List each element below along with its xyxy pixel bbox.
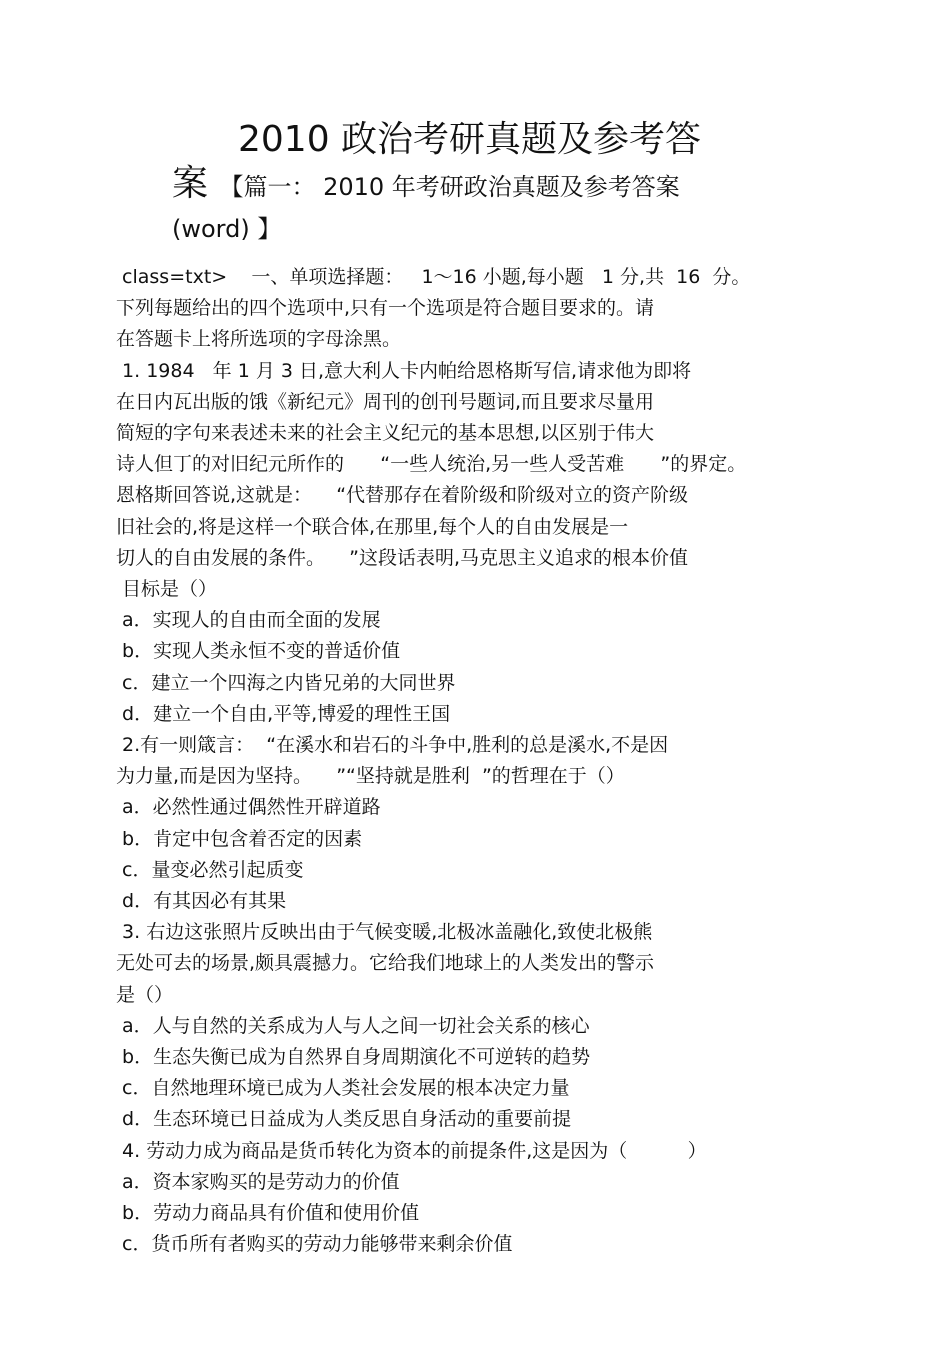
- body-line: a．必然性通过偶然性开辟道路: [116, 796, 381, 819]
- body-line: 诗人但丁的对旧纪元所作的 “一些人统治,另一些人受苦难 ”的界定。: [116, 453, 747, 476]
- body-line: 3. 右边这张照片反映出由于气候变暖,北极冰盖融化,致使北极熊: [116, 921, 653, 944]
- body-line: 2.有一则箴言： “在溪水和岩石的斗争中,胜利的总是溪水,不是因: [116, 734, 669, 757]
- body-line: 4. 劳动力成为商品是货币转化为资本的前提条件,这是因为（ ）: [116, 1139, 707, 1162]
- title-line-2-char: 案: [172, 163, 209, 204]
- body-line: c．量变必然引起质变: [116, 858, 304, 881]
- body-line: d．生态环境已日益成为人类反思自身活动的重要前提: [116, 1108, 572, 1131]
- body-line: 切人的自由发展的条件。 ”这段话表明,马克思主义追求的根本价值: [116, 546, 689, 569]
- body-line: b．生态失衡已成为自然界自身周期演化不可逆转的趋势: [116, 1046, 591, 1069]
- body-line: d．建立一个自由,平等,博爱的理性王国: [116, 702, 451, 725]
- body-line: 为力量,而是因为坚持。 ”“坚持就是胜利 ”的哲理在于（）: [116, 765, 625, 788]
- body-line: d．有其因必有其果: [116, 890, 287, 913]
- document-body: [116, 262, 836, 1261]
- body-line: 是（）: [116, 983, 174, 1006]
- body-line: class=txt> 一、单项选择题： 1～16 小题,每小题 1 分,共 16 分。: [116, 266, 751, 288]
- body-line: c．自然地理环境已成为人类社会发展的根本决定力量: [116, 1077, 570, 1100]
- body-line: c．货币所有者购买的劳动力能够带来剩余价值: [116, 1233, 513, 1256]
- body-line: b．劳动力商品具有价值和使用价值: [116, 1202, 420, 1225]
- title-line-1: 2010 政治考研真题及参考答: [238, 119, 702, 160]
- body-line: 简短的字句来表述未来的社会主义纪元的基本思想,以区别于伟大: [116, 422, 655, 445]
- body-line: a．实现人的自由而全面的发展: [116, 609, 381, 632]
- body-line: 无处可去的场景,颇具震撼力。它给我们地球上的人类发出的警示: [116, 952, 655, 975]
- body-line: b．肯定中包含着否定的因素: [116, 827, 363, 850]
- body-line: b．实现人类永恒不变的普适价值: [116, 640, 401, 663]
- body-line: a．人与自然的关系成为人与人之间一切社会关系的核心: [116, 1014, 590, 1037]
- body-line: 下列每题给出的四个选项中,只有一个选项是符合题目要求的。请: [116, 297, 655, 320]
- title-line-2-subtitle: 【篇一： 2010 年考研政治真题及参考答案: [219, 173, 680, 201]
- body-line: 目标是（）: [116, 578, 218, 601]
- body-line: 恩格斯回答说,这就是： “代替那存在着阶级和阶级对立的资产阶级: [116, 484, 689, 507]
- body-line: 1. 1984 年 1 月 3 日,意大利人卡内帕给恩格斯写信,请求他为即将: [116, 359, 692, 382]
- body-line: a．资本家购买的是劳动力的价值: [116, 1170, 400, 1193]
- document-title: [172, 118, 782, 249]
- title-line-3: (word) 】: [172, 215, 282, 243]
- title-line-2: [172, 162, 782, 209]
- body-line: c．建立一个四海之内皆兄弟的大同世界: [116, 671, 456, 694]
- body-line: 在答题卡上将所选项的字母涂黑。: [116, 328, 402, 351]
- body-line: 旧社会的,将是这样一个联合体,在那里,每个人的自由发展是一: [116, 515, 629, 538]
- body-line: 在日内瓦出版的饿《新纪元》周刊的创刊号题词,而且要求尽量用: [116, 390, 655, 413]
